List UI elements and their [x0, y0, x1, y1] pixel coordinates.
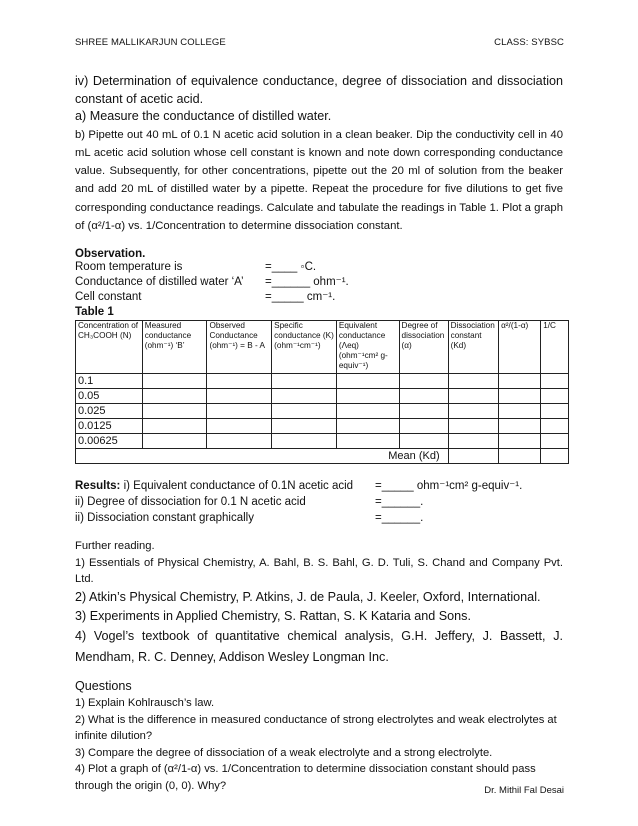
- observation-value: =______ ohm⁻¹.: [265, 276, 349, 289]
- col-header: α²/(1-α): [499, 321, 541, 374]
- table-row: [76, 404, 569, 419]
- result-row: [75, 510, 563, 526]
- concentration-cell: 0.1: [76, 374, 143, 389]
- result-value: =______.: [375, 496, 424, 509]
- table-row: [76, 419, 569, 434]
- concentration-cell: 0.00625: [76, 434, 143, 449]
- observation-row: [75, 275, 563, 290]
- experiment-title: iv) Determination of equivalence conductance, degree of dissociation and dissociation constant of acetic acid.: [75, 74, 563, 106]
- result-value: =______.: [375, 512, 424, 525]
- reference-item: 1) Essentials of Physical Chemistry, A. Bahl, B. S. Bahl, G. D. Tuli, S. Chand and Company Pvt. Ltd.: [75, 556, 563, 586]
- reference-item: 3) Experiments in Applied Chemistry, S. Rattan, S. K Kataria and Sons.: [75, 608, 471, 623]
- col-header: Measured conductance (ohm⁻¹) ‘B’: [142, 321, 207, 374]
- observation-label: Cell constant: [75, 291, 142, 304]
- observation-value: =_____ cm⁻¹.: [265, 291, 336, 304]
- question-item: 4) Plot a graph of (α²/1-α) vs. 1/Concentration to determine dissociation constant should pass through the origin (0, 0). Why?: [75, 763, 536, 792]
- table-row: [76, 389, 569, 404]
- further-reading-heading: Further reading.: [75, 540, 155, 553]
- results-heading: Results:: [75, 480, 121, 493]
- col-header: Observed Conductance (ohm⁻¹) = B - A: [207, 321, 272, 374]
- col-header: 1/C: [541, 321, 569, 374]
- data-table: [75, 320, 569, 464]
- reference-item: 4) Vogel’s textbook of quantitative chemical analysis, G.H. Jeffery, J. Bassett, J. Mendham, R. C. Denney, Addison Wesley Longman Inc.: [75, 628, 563, 664]
- table-row: [76, 374, 569, 389]
- concentration-cell: 0.0125: [76, 419, 143, 434]
- result-row: [75, 494, 563, 510]
- result-label: ii) Degree of dissociation for 0.1 N acetic acid: [75, 496, 306, 509]
- result-label: Results: i) Equivalent conductance of 0.1N acetic acid: [75, 480, 354, 493]
- observation-list: [75, 260, 563, 305]
- reference-item: 2) Atkin’s Physical Chemistry, P. Atkins, J. de Paula, J. Keeler, Oxford, International.: [75, 589, 541, 604]
- result-row: [75, 478, 563, 494]
- table-title: Table 1: [75, 306, 114, 319]
- col-header: Degree of dissociation (α): [399, 321, 448, 374]
- table-mean-row: [76, 449, 569, 464]
- mean-label: Mean (Kd): [76, 449, 449, 464]
- header-college: SHREE MALLIKARJUN COLLEGE: [75, 37, 226, 48]
- result-value: =_____ ohm⁻¹cm² g-equiv⁻¹.: [375, 480, 523, 493]
- step-a: a) Measure the conductance of distilled water.: [75, 109, 332, 123]
- step-b: b) Pipette out 40 mL of 0.1 N acetic acid solution in a clean beaker. Dip the conductivity cell in 40 mL acetic acid solution whose cell constant is known and note down corresponding conductance value. Subsequently, for other concentrations, pipette out the 20 ml of solution from the beaker and add 20 mL of distilled water by a pipette. Repeat the procedure for five dilutions to get five corresponding conductance readings. Calculate and tabulate the readings in Table 1. Plot a graph of (α²/1-α) vs. 1/Concentration to determine dissociation constant.: [75, 128, 563, 232]
- concentration-cell: 0.025: [76, 404, 143, 419]
- result-label: ii) Dissociation constant graphically: [75, 512, 254, 525]
- col-header: Equivalent conductance (Λeq) (ohm⁻¹cm² g-equiv⁻¹): [336, 321, 399, 374]
- col-header: Specific conductance (K) (ohm⁻¹cm⁻¹): [272, 321, 337, 374]
- observation-value: =____ ◦C.: [265, 261, 317, 274]
- observation-row: [75, 290, 563, 305]
- col-header: Concentration of CH₃COOH (N): [76, 321, 143, 374]
- footer-author: Dr. Mithil Fal Desai: [484, 785, 564, 796]
- question-item: 2) What is the difference in measured conductance of strong electrolytes and weak electrolytes at infinite dilution?: [75, 713, 557, 743]
- table-header-row: [76, 321, 569, 374]
- question-item: 1) Explain Kohlrausch’s law.: [75, 697, 215, 710]
- concentration-cell: 0.05: [76, 389, 143, 404]
- observation-row: [75, 260, 563, 275]
- header-class: CLASS: SYBSC: [494, 37, 564, 48]
- questions-heading: Questions: [75, 678, 132, 693]
- observation-label: Conductance of distilled water ‘A’: [75, 276, 244, 289]
- observation-label: Room temperature is: [75, 261, 183, 274]
- col-header: Dissociation constant (Kd): [448, 321, 498, 374]
- table-row: [76, 434, 569, 449]
- observation-heading: Observation.: [75, 248, 146, 261]
- question-item: 3) Compare the degree of dissociation of a weak electrolyte and a strong electrolyte.: [75, 746, 493, 759]
- page-body: [75, 73, 563, 794]
